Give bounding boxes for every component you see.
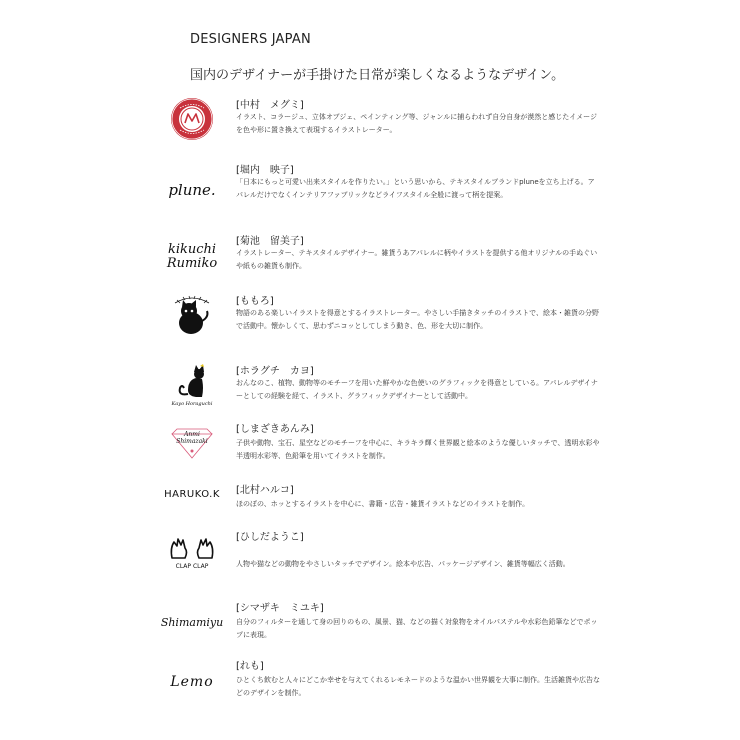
designer-description: 「日本にもっと可愛い出来スタイルを作りたい。」という思いから、テキスタイルブランドpluneを立ち上げる。アパレルだけでなくインテリアファブリックなどライフスタイル全般に渡って柄を提案。: [236, 178, 595, 199]
lemo-logo-text: Lemo: [170, 674, 214, 690]
anmi-shimazaki-gem-icon: [160, 419, 224, 469]
designer-name: [堀内 映子]: [236, 165, 294, 176]
clap-clap-hands-icon: [160, 532, 224, 574]
designer-description: イラストレーター、テキスタイルデザイナー。雑貨うあアパレルに柄やイラストを提供する他オリジナルの手ぬぐいや紙もの雑貨も制作。: [236, 249, 598, 270]
designer-name: [北村ハルコ]: [236, 485, 294, 496]
designer-name: [ひしだようこ]: [236, 532, 304, 543]
designer-description: イラスト、コラージュ、立体オブジェ、ペインティング等、ジャンルに捕らわれず自分自身が漠然と感じたイメージを色や形に置き換えて表現するイラストレーター。: [236, 113, 598, 134]
page-title: DESIGNERS JAPAN: [190, 32, 311, 47]
clap-clap-logo-text: CLAP CLAP: [175, 563, 209, 570]
designer-name: [ももろ]: [236, 296, 274, 307]
plune-logo-icon: [160, 165, 224, 215]
designer-description: 人物や猫などの動物をやさしいタッチでデザイン。絵本や広告、パッケージデザイン、雑貨等幅広く活動。: [236, 560, 570, 568]
page-subtitle: 国内のデザイナーが手掛けた日常が楽しくなるようなデザイン。: [190, 68, 565, 83]
designer-description: 物語のある楽しいイラストを得意とするイラストレーター。やさしい手描きタッチのイラストで、絵本・雑貨の分野で活動中。懐かしくて、思わずニコッとしてしまう動き、色、形を大切に制作。: [236, 309, 599, 330]
rumiko-logo-text: Rumiko: [166, 256, 218, 271]
designer-name: [れも]: [236, 661, 264, 672]
designer-description: 自分のフィルターを通して身の回りのもの、風景、猫、などの描く対象物をオイルパステルや水彩色鉛筆などでポップに表現。: [236, 618, 598, 639]
kikuchi-logo-text: kikuchi: [167, 242, 217, 257]
kayo-horaguchi-logo-text: Kayo Horaguchi: [171, 400, 213, 407]
haruko-k-logo-text: HARUKO.K: [164, 488, 220, 500]
kikuchi-rumiko-logo-icon: [160, 232, 224, 282]
designer-description: おんなのこ、植物、動物等のモチーフを用いた鮮やかな色使いのグラフィックを得意としている。アパレルデザイナーとしての経験を経て、イラスト、グラフィックデザイナーとして活動中。: [236, 379, 598, 400]
designer-description: ひとくち飲むと人々にどこか幸せを与えてくれるレモネードのような温かい世界観を大事に制作。生活雑貨や広告などのデザインを制作。: [236, 676, 600, 697]
anmi-logo-text: Anmi: [184, 431, 200, 438]
black-cat-icon: [160, 358, 224, 410]
haruko-k-logo-icon: [160, 469, 224, 519]
designer-name: [しまざきあんみ]: [236, 424, 314, 435]
designer-name: [シマザキ ミユキ]: [236, 603, 324, 614]
designer-description: ほのぼの、ホッとするイラストを中心に、書籍・広告・雑貨イラストなどのイラストを制作。: [236, 500, 530, 508]
lemo-signature-icon: [160, 657, 224, 707]
designer-name: [ホラグチ カヨ]: [236, 366, 314, 377]
designer-name: [菊池 留美子]: [236, 236, 304, 247]
shimazaki-logo-text: Shimazaki: [176, 438, 208, 445]
shimamiyu-logo-text: Shimamiyu: [160, 615, 224, 629]
designer-description: 子供や動物、宝石、星空などのモチーフを中心に、キラキラ輝く世界観と絵本のような優しいタッチで、透明水彩や半透明水彩等、色鉛筆を用いてイラストを制作。: [236, 439, 600, 460]
megumi-badge-icon: [160, 94, 224, 144]
designer-name: [中村 メグミ]: [236, 100, 304, 111]
bitter-nitter-cat-icon: [160, 290, 224, 340]
shimamiyu-logo-icon: [160, 597, 224, 647]
plune-logo-text: plune.: [168, 181, 216, 199]
